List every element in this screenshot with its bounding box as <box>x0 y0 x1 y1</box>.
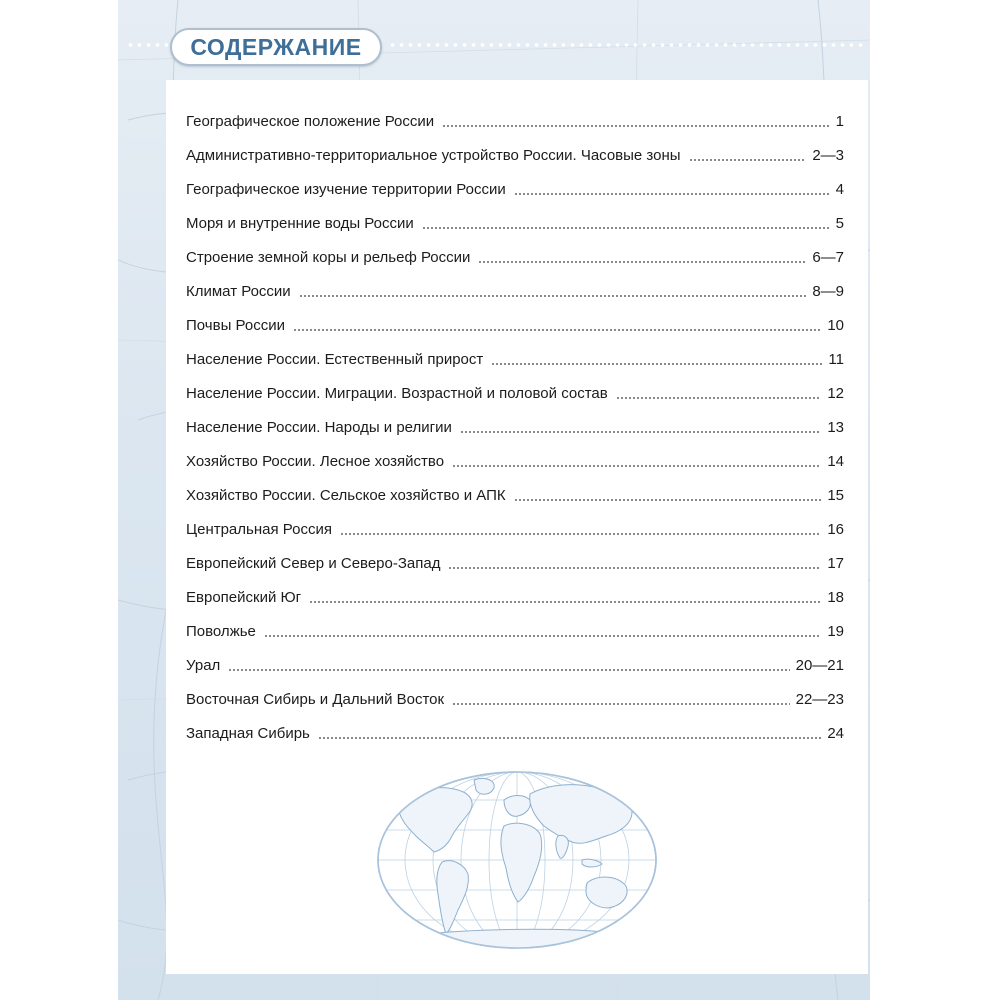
toc-entry[interactable] <box>186 404 844 438</box>
dot-leader <box>340 533 821 535</box>
toc-entry-title: Европейский Север и Северо-Запад <box>186 555 441 572</box>
toc-entry-title: Почвы России <box>186 317 285 334</box>
toc-entry-title: Строение земной коры и рельеф России <box>186 249 471 266</box>
toc-entry-page: 2—3 <box>812 147 844 164</box>
toc-entry[interactable] <box>186 302 844 336</box>
toc-entry-title: Хозяйство России. Сельское хозяйство и АПК <box>186 487 506 504</box>
toc-entry[interactable] <box>186 540 844 574</box>
toc-entry[interactable] <box>186 268 844 302</box>
toc-entry-page: 24 <box>827 725 844 742</box>
dot-leader <box>264 635 821 637</box>
dot-leader <box>228 669 789 671</box>
toc-entry-title: Население России. Миграции. Возрастной и половой состав <box>186 385 608 402</box>
toc-entry[interactable] <box>186 166 844 200</box>
toc-entry[interactable] <box>186 710 844 744</box>
toc-entry-title: Географическое изучение территории России <box>186 181 506 198</box>
dot-leader <box>616 397 822 399</box>
table-of-contents <box>186 98 844 744</box>
toc-entry-page: 15 <box>827 487 844 504</box>
dot-leader <box>422 227 830 229</box>
toc-entry-title: Географическое положение России <box>186 113 435 130</box>
toc-entry[interactable] <box>186 438 844 472</box>
toc-entry[interactable] <box>186 676 844 710</box>
toc-entry-page: 22—23 <box>795 691 844 708</box>
toc-entry-title: Поволжье <box>186 623 256 640</box>
toc-entry-page: 14 <box>827 453 844 470</box>
dot-leader <box>460 431 821 433</box>
dot-leader <box>514 499 822 501</box>
dot-leader <box>514 193 830 195</box>
toc-entry-title: Административно-территориальное устройство России. Часовые зоны <box>186 147 681 164</box>
toc-entry-page: 16 <box>827 521 844 538</box>
dot-leader <box>452 465 821 467</box>
toc-entry-page: 5 <box>835 215 844 232</box>
toc-entry[interactable] <box>186 574 844 608</box>
dot-leader <box>448 567 821 569</box>
toc-entry-title: Центральная Россия <box>186 521 332 538</box>
toc-entry-title: Моря и внутренние воды России <box>186 215 414 232</box>
toc-entry[interactable] <box>186 234 844 268</box>
toc-entry-page: 6—7 <box>812 249 844 266</box>
toc-entry-title: Население России. Естественный прирост <box>186 351 484 368</box>
toc-entry[interactable] <box>186 506 844 540</box>
toc-entry-page: 17 <box>827 555 844 572</box>
dot-leader <box>478 261 806 263</box>
toc-entry-page: 13 <box>827 419 844 436</box>
toc-entry-page: 18 <box>827 589 844 606</box>
dot-leader <box>452 703 790 705</box>
toc-entry-page: 10 <box>827 317 844 334</box>
toc-entry-title: Население России. Народы и религии <box>186 419 452 436</box>
toc-entry-page: 4 <box>835 181 844 198</box>
toc-entry-page: 1 <box>835 113 844 130</box>
toc-entry-title: Западная Сибирь <box>186 725 310 742</box>
greenland-shape <box>474 778 494 794</box>
toc-entry[interactable] <box>186 472 844 506</box>
toc-entry[interactable] <box>186 608 844 642</box>
toc-entry-page: 19 <box>827 623 844 640</box>
toc-entry[interactable] <box>186 200 844 234</box>
world-map-icon <box>376 770 658 950</box>
toc-entry[interactable] <box>186 132 844 166</box>
toc-entry[interactable] <box>186 370 844 404</box>
toc-entry-page: 8—9 <box>812 283 844 300</box>
header-dots-left <box>126 42 168 48</box>
dot-leader <box>293 329 821 331</box>
toc-entry-title: Хозяйство России. Лесное хозяйство <box>186 453 445 470</box>
header-dots-right <box>388 42 866 48</box>
dot-leader <box>491 363 822 365</box>
antarctica-shape <box>396 929 646 950</box>
toc-entry-title: Климат России <box>186 283 291 300</box>
dot-leader <box>309 601 821 603</box>
toc-entry-title: Урал <box>186 657 221 674</box>
dot-leader <box>318 737 821 739</box>
toc-entry-page: 20—21 <box>795 657 844 674</box>
dot-leader <box>299 295 807 297</box>
toc-entry-page: 11 <box>828 351 844 368</box>
contents-title: СОДЕРЖАНИЕ <box>170 28 382 66</box>
toc-entry-title: Восточная Сибирь и Дальний Восток <box>186 691 445 708</box>
toc-entry[interactable] <box>186 336 844 370</box>
toc-entry[interactable] <box>186 98 844 132</box>
australia-shape <box>586 877 627 908</box>
toc-entry-page: 12 <box>827 385 844 402</box>
dot-leader <box>442 125 830 127</box>
toc-entry-title: Европейский Юг <box>186 589 302 606</box>
dot-leader <box>689 159 807 161</box>
toc-entry[interactable] <box>186 642 844 676</box>
